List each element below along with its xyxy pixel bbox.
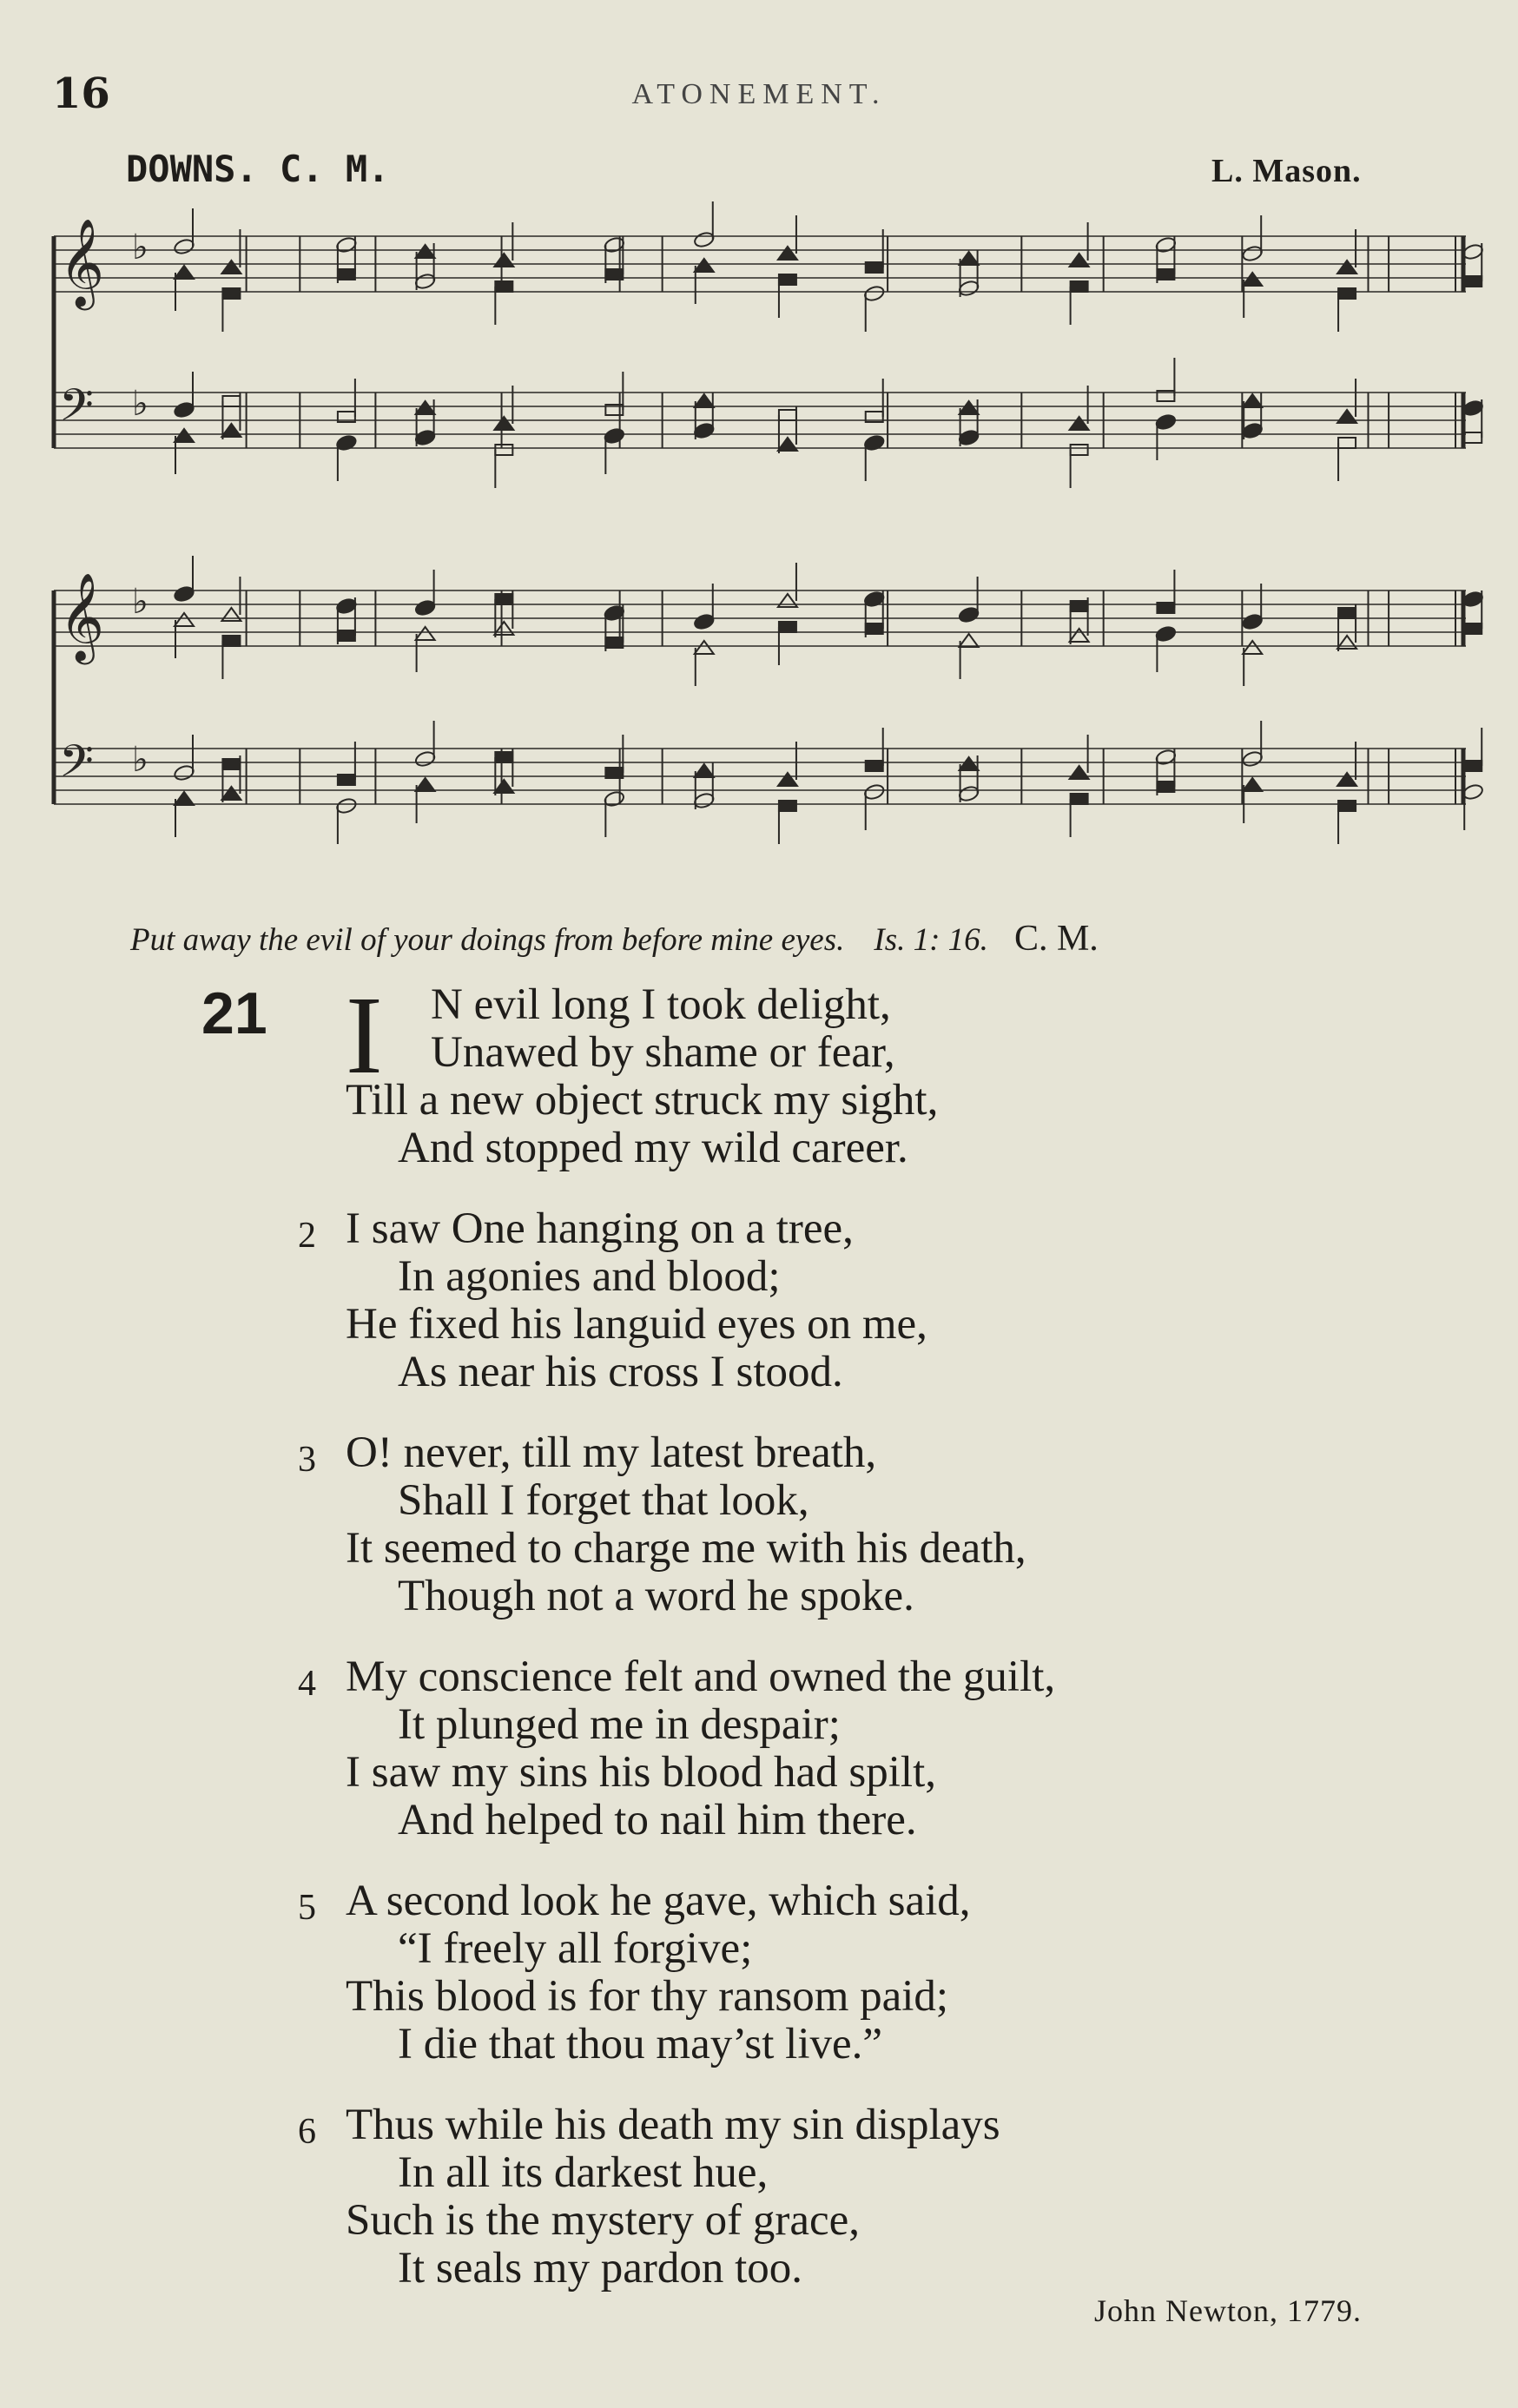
stanza-1 [346, 973, 1431, 1172]
note-head [958, 606, 980, 624]
verse-line: “I freely all forgive; [398, 1924, 753, 1973]
note-head [1337, 261, 1356, 274]
note-head [604, 236, 625, 254]
note-head [960, 401, 979, 414]
bass-clef: 𝄢 [59, 735, 94, 798]
hymn-text [298, 973, 1431, 2326]
verse-line: Till a new object struck my sight, [346, 1076, 939, 1125]
note-head [695, 641, 714, 654]
note-head [863, 590, 885, 609]
note-head [1243, 641, 1262, 654]
verse-line: Shall I forget that look, [398, 1476, 809, 1525]
note-head [695, 394, 714, 407]
note-head [222, 759, 240, 769]
key-signature-flat: ♭ [132, 740, 148, 780]
note-head [173, 401, 195, 419]
note-head [495, 752, 512, 762]
note-head [863, 783, 885, 802]
note-head [416, 401, 435, 414]
verse-line: Unawed by shame or fear, [431, 1028, 895, 1077]
note-head [695, 259, 714, 272]
hymn-author: John Newton, 1779. [1094, 2293, 1362, 2328]
stanza-number: 3 [298, 1440, 316, 1480]
note-head [958, 280, 980, 298]
note-head [1157, 269, 1174, 280]
scripture-quote: Put away the evil of your doings from before mine eyes. [130, 922, 845, 958]
note-head [1243, 394, 1262, 407]
note-head [960, 757, 979, 770]
note-head [779, 801, 796, 811]
stanza-5 [298, 1877, 1431, 2068]
note-head [414, 429, 436, 447]
note-head [1155, 413, 1177, 432]
note-head [1241, 422, 1263, 440]
verse-line: I saw One hanging on a tree, [346, 1204, 854, 1253]
note-head [175, 792, 194, 805]
note-head [693, 613, 715, 631]
note-head [605, 768, 623, 778]
music-score [0, 200, 1518, 886]
note-head [414, 750, 436, 769]
note-head [1464, 623, 1482, 634]
note-head [1337, 773, 1356, 786]
stanza-number: 2 [298, 1216, 316, 1256]
note-head [494, 780, 513, 793]
stanza-6 [298, 2101, 1431, 2293]
note-head [1070, 254, 1089, 267]
note-head [416, 778, 435, 791]
note-head [866, 623, 883, 634]
treble-clef: 𝄞 [59, 217, 105, 307]
note-head [1071, 794, 1088, 804]
verse-line: This blood is for thy ransom paid; [346, 1972, 949, 2021]
note-head [863, 434, 885, 452]
note-head [1338, 801, 1356, 811]
note-head [1070, 766, 1089, 779]
note-head [495, 594, 512, 604]
note-head [693, 792, 715, 810]
note-head [695, 764, 714, 777]
note-head [1071, 445, 1088, 455]
note-head [338, 269, 355, 280]
verse-line: And helped to nail him there. [398, 1796, 917, 1844]
note-head [335, 597, 357, 616]
note-head [863, 285, 885, 303]
note-head [338, 630, 355, 641]
note-head [778, 438, 797, 451]
verse-line: A second look he gave, which said, [346, 1877, 971, 1925]
note-head [416, 245, 435, 258]
drop-cap: I [346, 973, 383, 1097]
note-head [605, 637, 623, 648]
stanza-number: 4 [298, 1664, 316, 1704]
bass-clef: 𝄢 [59, 379, 94, 442]
note-head [1464, 276, 1482, 287]
note-head [778, 247, 797, 260]
note-head [1070, 417, 1089, 430]
note-head [1338, 608, 1356, 618]
note-head [779, 622, 796, 632]
note-head [866, 262, 883, 273]
note-head [335, 434, 357, 452]
note-head [338, 775, 355, 785]
note-head [175, 429, 194, 442]
note-head [335, 797, 357, 815]
note-head [1337, 410, 1356, 423]
note-head [693, 231, 715, 249]
note-head [866, 761, 883, 771]
note-head [960, 252, 979, 265]
verse-line: N evil long I took delight, [431, 980, 891, 1029]
verse-line: I die that thou may’st live.” [398, 2020, 883, 2068]
treble-clef: 𝄞 [59, 571, 105, 661]
note-head [1464, 761, 1482, 771]
note-head [222, 636, 240, 646]
note-head [173, 585, 195, 604]
note-head [173, 238, 195, 256]
note-head [221, 424, 241, 437]
music-system-1 [54, 201, 1484, 488]
page-number: 16 [52, 69, 110, 118]
note-head [494, 417, 513, 430]
note-head [960, 634, 979, 647]
key-signature-flat: ♭ [132, 228, 148, 267]
stanza-2 [298, 1204, 1431, 1396]
note-head [1338, 288, 1356, 299]
verse-line: Thus while his death my sin displays [346, 2101, 1000, 2149]
verse-line: O! never, till my latest breath, [346, 1428, 877, 1477]
note-head [1071, 601, 1088, 611]
note-head [1155, 625, 1177, 643]
note-head [693, 422, 715, 440]
note-head [1241, 245, 1263, 263]
verse-line: In all its darkest hue, [398, 2148, 769, 2197]
note-head [221, 787, 241, 800]
verse-line: It seemed to charge me with his death, [346, 1524, 1026, 1573]
note-head [1155, 749, 1177, 767]
note-head [1243, 778, 1262, 791]
verse-line: Such is the mystery of grace, [346, 2196, 861, 2245]
note-head [222, 396, 240, 406]
note-head [604, 427, 625, 445]
note-head [221, 261, 241, 274]
note-head [495, 445, 512, 455]
meter-label: C. M. [1013, 919, 1099, 959]
note-head [778, 773, 797, 786]
note-head [335, 236, 357, 254]
note-head [779, 410, 796, 420]
verse-line: And stopped my wild career. [398, 1124, 908, 1172]
verse-line: Though not a word he spoke. [398, 1572, 914, 1620]
note-head [414, 273, 436, 291]
note-head [173, 764, 195, 782]
verse-line: In agonies and blood; [398, 1252, 781, 1301]
scripture-reference: Is. 1: 16. [874, 922, 988, 958]
note-head [1338, 438, 1356, 448]
note-head [175, 613, 194, 626]
hymn-number: 21 [201, 980, 267, 1046]
verse-line: He fixed his languid eyes on me, [346, 1300, 927, 1349]
stanza-3 [298, 1428, 1431, 1620]
note-head [1243, 273, 1262, 286]
stanza-number: 6 [298, 2112, 316, 2152]
note-head [1157, 782, 1174, 792]
note-head [604, 604, 625, 623]
note-head [1070, 629, 1089, 642]
note-head [175, 266, 194, 279]
note-head [495, 281, 512, 292]
note-head [1157, 603, 1174, 613]
composer: L. Mason. [1211, 153, 1362, 189]
note-head [416, 627, 435, 640]
tune-name: DOWNS. C. M. [126, 148, 390, 190]
note-head [1071, 281, 1088, 292]
running-head: ATONEMENT. [631, 78, 887, 110]
stanza-number: 5 [298, 1888, 316, 1928]
verse-line: My conscience felt and owned the guilt, [346, 1653, 1056, 1701]
note-head [779, 274, 796, 285]
note-head [958, 429, 980, 447]
note-head [1464, 432, 1482, 443]
note-head [1241, 613, 1263, 631]
note-head [1241, 750, 1263, 769]
note-head [604, 790, 625, 808]
scripture-line [130, 918, 1433, 960]
verse-line: It seals my pardon too. [398, 2244, 802, 2293]
verse-line: I saw my sins his blood had spilt, [346, 1748, 937, 1797]
note-head [958, 785, 980, 803]
note-head [605, 269, 623, 280]
verse-line: It plunged me in despair; [398, 1700, 841, 1749]
stanza-4 [298, 1653, 1431, 1844]
verse-line: As near his cross I stood. [398, 1348, 843, 1396]
music-system-2 [54, 556, 1484, 844]
note-head [494, 254, 513, 267]
key-signature-flat: ♭ [132, 384, 148, 424]
key-signature-flat: ♭ [132, 582, 148, 622]
note-head [414, 599, 436, 617]
note-head [1155, 236, 1177, 254]
note-head [222, 288, 240, 299]
